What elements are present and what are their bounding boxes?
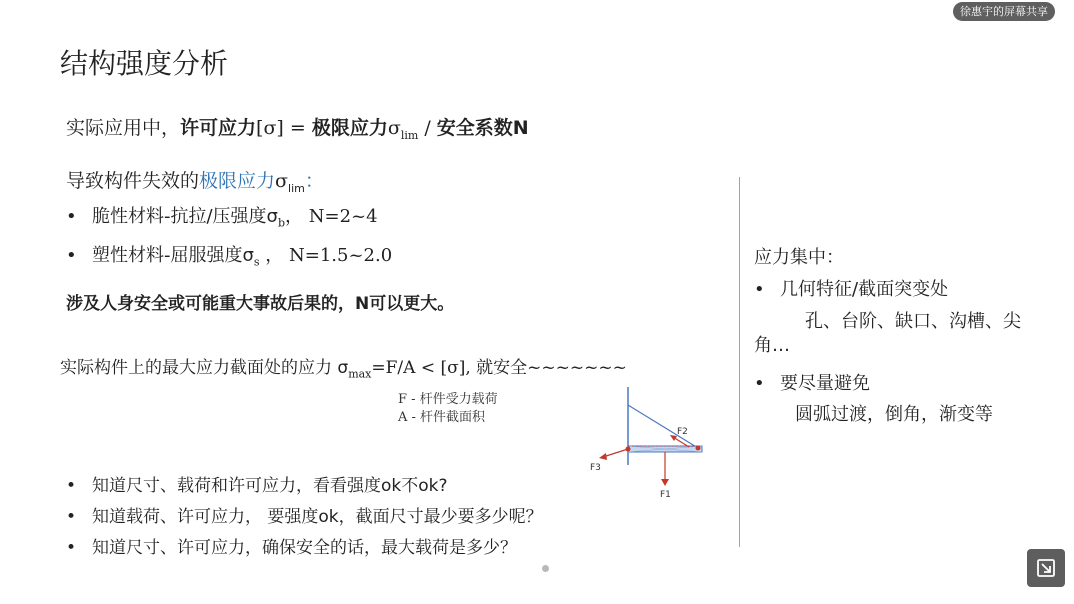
formula-divide: / (418, 117, 437, 139)
formula-prefix: 实际应用中， (66, 117, 181, 139)
joint-point (626, 447, 631, 452)
side-item-detail: 圆弧过渡，倒角，渐变等 (795, 404, 993, 425)
force-diagram (585, 385, 715, 505)
side-item-detail: 角… (754, 335, 790, 356)
f3-arrowhead (599, 453, 607, 460)
sigma-subscript: lim (288, 181, 305, 195)
slide-nav-dot[interactable] (542, 565, 549, 572)
force-definition: F - 杆件受力载荷 (398, 392, 498, 407)
sigma-symbol: σ (387, 117, 401, 139)
colon: ： (304, 170, 324, 192)
joint-point (696, 446, 701, 451)
stress-prefix: 实际构件上的最大应力截面处的应力 σ (60, 358, 349, 378)
sigma-symbol: σ (275, 170, 289, 192)
column-divider (739, 177, 740, 547)
bullet-dot: • (754, 373, 765, 394)
f2-arrowhead (670, 435, 677, 441)
f2-label: F2 (677, 427, 688, 437)
side-item-detail: 孔、台阶、缺口、沟槽、尖 (805, 311, 1021, 332)
question-item (66, 471, 448, 496)
screen-share-badge[interactable]: 徐惠宇的屏幕共享 (953, 2, 1055, 21)
question-text: 知道载荷、许可应力， 要强度ok，截面尺寸最少要多少呢？ (92, 507, 543, 527)
material-suffix: ， N=1.5~2.0 (259, 245, 393, 266)
side-heading: 应力集中： (754, 247, 844, 268)
question-item (66, 502, 543, 527)
allowable-stress-symbol: [σ] = (256, 117, 312, 139)
side-item-text: 要尽量避免 (780, 373, 870, 394)
material-item (66, 202, 378, 230)
exit-fullscreen-button[interactable] (1027, 549, 1065, 587)
material-subscript: s (253, 255, 260, 269)
question-item (66, 533, 517, 558)
bullet-dot: • (66, 538, 77, 558)
safety-note: 涉及人身安全或可能重大事故后果的，N可以更大。 (66, 294, 455, 314)
material-text: 脆性材料-抗拉/压强度σ (92, 206, 278, 227)
material-subscript: b (277, 216, 286, 230)
stress-condition-line (60, 353, 627, 380)
f1-label: F1 (660, 490, 671, 500)
question-text: 知道尺寸、载荷和许可应力，看看强度ok不ok? (92, 476, 448, 496)
question-text: 知道尺寸、许可应力，确保安全的话，最大载荷是多少？ (92, 538, 517, 558)
bullet-dot: • (66, 507, 77, 527)
sigma-subscript: lim (400, 128, 419, 142)
f3-label: F3 (590, 463, 601, 473)
limit-stress-label: 极限应力 (311, 117, 388, 139)
material-text: 塑性材料-屈服强度σ (92, 245, 254, 266)
allowable-stress-label: 许可应力 (180, 117, 257, 139)
failure-cause-line (66, 166, 324, 195)
slide-title: 结构强度分析 (60, 47, 229, 80)
f3-arrow (603, 449, 628, 457)
limit-stress-highlight: 极限应力 (199, 170, 276, 192)
bullet-dot: • (66, 206, 77, 227)
bullet-dot: • (66, 476, 77, 496)
sigma-max-subscript: max (348, 367, 372, 381)
side-item (754, 275, 948, 301)
safety-factor-label: 安全系数N (436, 117, 529, 139)
side-item-text: 几何特征/截面突变处 (780, 279, 949, 300)
side-item (754, 369, 870, 395)
material-item (66, 241, 392, 269)
formula-line (66, 113, 529, 142)
failure-cause-prefix: 导致构件失效的 (66, 170, 200, 192)
stress-suffix: =F/A < [σ], 就安全~~~~~~~ (371, 358, 627, 378)
f1-arrowhead (661, 479, 669, 486)
area-definition: A - 杆件截面积 (398, 410, 486, 425)
bullet-dot: • (66, 245, 77, 266)
exit-fullscreen-icon (1035, 557, 1057, 579)
bullet-dot: • (754, 279, 765, 300)
material-suffix: ， N=2~4 (285, 206, 378, 227)
